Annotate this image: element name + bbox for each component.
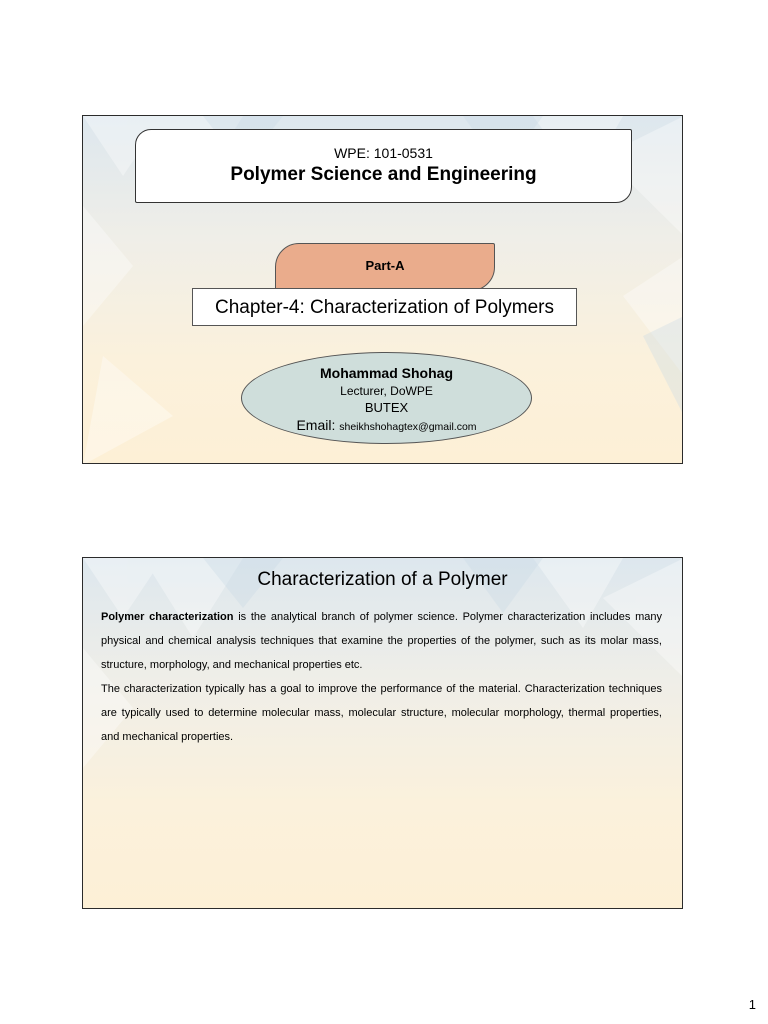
author-info-oval [241,352,532,444]
course-title-box [135,129,632,203]
paragraph-1-text: is the analytical branch of polymer science. Polymer characterization includes many physical and chemical analysis techniques that examine the properties of the polymer, such as its molar mass, structure, morphology, and mechanical properties etc. [101,611,662,671]
email-address: sheikhshohagtex@gmail.com [339,421,477,433]
page-number: 1 [748,997,756,1012]
author-org: BUTEX [364,400,409,415]
author-role: Lecturer, DoWPE [340,384,433,398]
slide-2 [82,557,683,909]
slide-title: Characterization of a Polymer [257,569,508,590]
author-email-line [242,417,531,433]
course-title: Polymer Science and Engineering [230,164,537,185]
part-label: Part-A [365,258,405,273]
paragraph-2: The characterization typically has a goal to improve the performance of the material. Characterization techniques are typically used to determine molecular mass, molecular structure, molecular morphology, thermal properties, and mechanical properties. [101,683,662,743]
author-name: Mohammad Shohag [319,365,453,381]
chapter-title: Chapter-4: Characterization of Polymers [215,297,554,318]
slide-body [101,605,662,749]
email-label: Email: [296,417,336,433]
chapter-title-box [192,288,577,326]
course-code: WPE: 101-0531 [334,145,433,161]
part-tab [275,243,495,291]
paragraph-1 [101,605,662,677]
slide-1 [82,115,683,464]
paragraph-1-lead: Polymer characterization [101,611,234,623]
